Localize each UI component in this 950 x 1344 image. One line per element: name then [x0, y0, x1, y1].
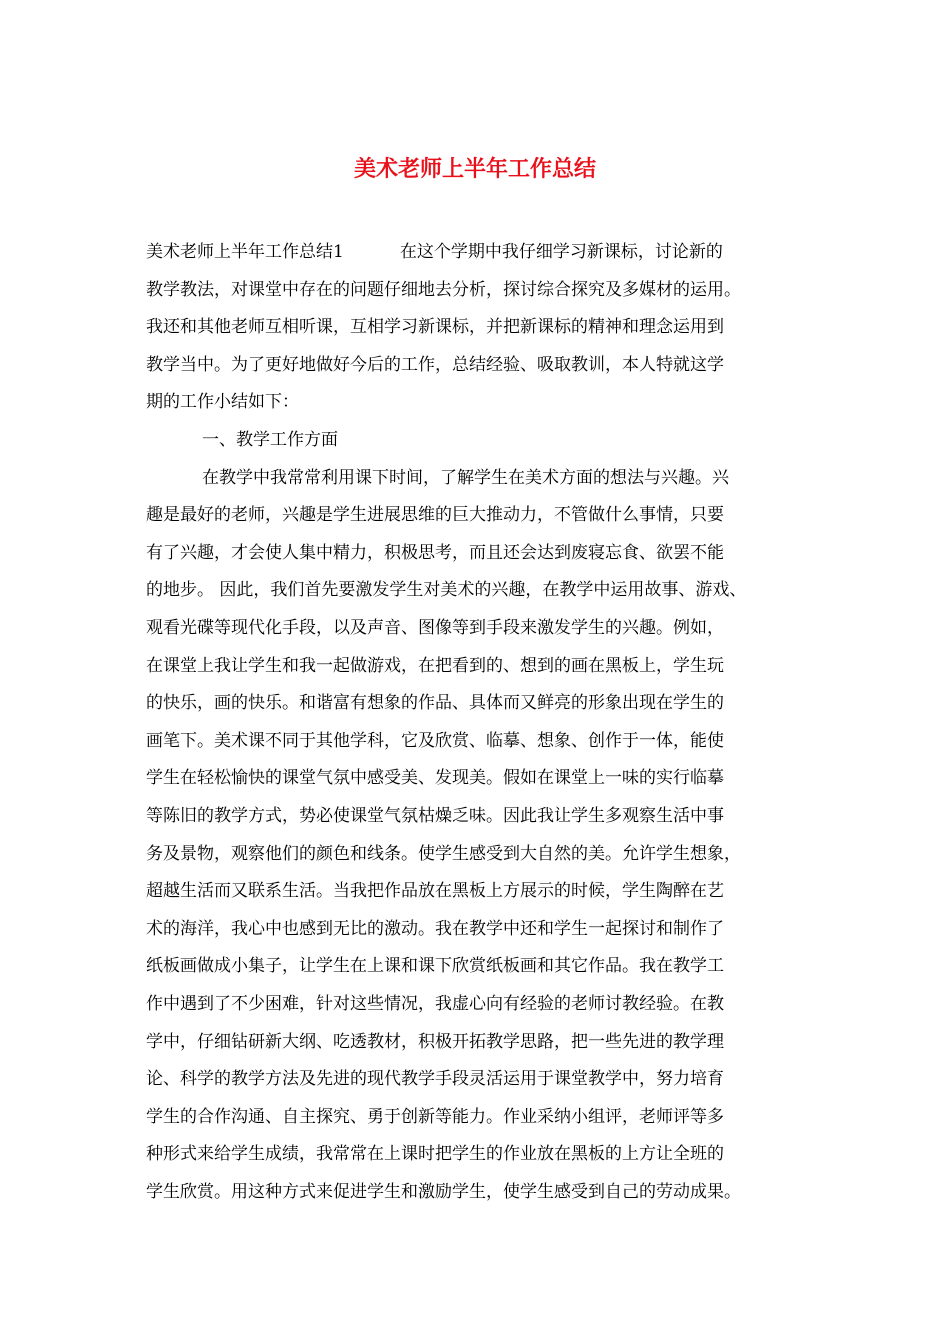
- line-text: 务及景物，观察他们的颜色和线条。使学生感受到大自然的美。允许学生想象，: [146, 843, 741, 864]
- paragraph-line: [146, 917, 724, 941]
- line-text: 学生的合作沟通、自主探究、勇于创新等能力。作业采纳小组评，老师评等多: [146, 1106, 724, 1127]
- paragraph-line: [202, 466, 729, 490]
- paragraph-line: [146, 691, 724, 715]
- line-text: 我还和其他老师互相听课，互相学习新课标，并把新课标的精神和理念运用到: [146, 317, 724, 338]
- line-text: 观看光碟等现代化手段，以及声音、图像等到手段来激发学生的兴趣。例如，: [146, 618, 724, 638]
- line-text: 趣是最好的老师，兴趣是学生进展思维的巨大推动力，不管做什么事情，只要: [146, 505, 724, 526]
- paragraph-line: [146, 616, 724, 640]
- paragraph-line: [146, 654, 724, 678]
- paragraph-line: [146, 278, 741, 302]
- line-text: 的地步。 因此，我们首先要激发学生对美术的兴趣，在教学中运用故事、游戏、: [146, 580, 747, 601]
- paragraph-line: [146, 390, 299, 414]
- paragraph-line: [146, 879, 724, 903]
- line-text: 在教学中我常常利用课下时间，了解学生在美术方面的想法与兴趣。兴: [202, 467, 729, 488]
- line-text: 画笔下。美术课不同于其他学科，它及欣赏、临摹、想象、创作于一体，能使: [146, 730, 724, 751]
- line-text: 术的海洋，我心中也感到无比的激动。我在教学中还和学生一起探讨和制作了: [146, 918, 724, 939]
- paragraph-line: [146, 1105, 724, 1129]
- paragraph-line: [146, 954, 724, 978]
- line-text: 作中遇到了不少困难，针对这些情况，我虚心向有经验的老师讨教经验。在教: [146, 994, 724, 1014]
- line-text: 期的工作小结如下：: [146, 392, 299, 413]
- paragraph-line: [146, 541, 724, 565]
- line-text: 论、科学的教学方法及先进的现代教学手段灵活运用于课堂教学中，努力培育: [146, 1069, 724, 1090]
- paragraph-line: [146, 729, 724, 753]
- line-text: 等陈旧的教学方式，势必使课堂气氛枯燥乏味。因此我让学生多观察生活中事: [146, 806, 724, 826]
- paragraph-line: [146, 1067, 724, 1091]
- line-text: 有了兴趣，才会使人集中精力，积极思考，而且还会达到废寝忘食、欲罢不能: [146, 542, 724, 563]
- paragraph-line: [202, 428, 338, 452]
- paragraph-line: [146, 804, 724, 828]
- paragraph-line: [146, 240, 723, 264]
- line-text: 美术老师上半年工作总结1: [146, 242, 344, 262]
- paragraph-line: [146, 578, 746, 602]
- line-text: 的快乐，画的快乐。和谐富有想象的作品、具体而又鲜亮的形象出现在学生的: [146, 693, 724, 714]
- line-text: 种形式来给学生成绩，我常常在上课时把学生的作业放在黑板的上方让全班的: [146, 1144, 724, 1165]
- paragraph-line: [146, 766, 724, 790]
- line-text: 一、教学工作方面: [202, 430, 338, 450]
- paragraph-line: [146, 842, 741, 866]
- line-text: 超越生活而又联系生活。当我把作品放在黑板上方展示的时候，学生陶醉在艺: [146, 881, 724, 902]
- paragraph-line: [146, 1142, 724, 1166]
- line-text-continued: 在这个学期中我仔细学习新课标，讨论新的: [399, 242, 723, 262]
- paragraph-line: [146, 315, 724, 339]
- paragraph-line: [146, 503, 724, 527]
- line-text: 学中，仔细钻研新大纲、吃透教材，积极开拓教学思路，把一些先进的教学理: [146, 1031, 724, 1052]
- line-text: 教学当中。为了更好地做好今后的工作，总结经验、吸取教训，本人特就这学: [146, 354, 724, 375]
- document-title: 美术老师上半年工作总结: [353, 156, 596, 182]
- line-text: 在课堂上我让学生和我一起做游戏，在把看到的、想到的画在黑板上，学生玩: [146, 655, 724, 676]
- paragraph-line: [146, 1180, 741, 1204]
- line-text: 学生在轻松愉快的课堂气氛中感受美、发现美。假如在课堂上一味的实行临摹: [146, 768, 724, 789]
- line-text: 纸板画做成小集子，让学生在上课和课下欣赏纸板画和其它作品。我在教学工: [146, 956, 724, 977]
- paragraph-line: [146, 992, 724, 1016]
- paragraph-line: [146, 1030, 724, 1054]
- line-text: 学生欣赏。用这种方式来促进学生和激励学生，使学生感受到自己的劳动成果。: [146, 1182, 741, 1202]
- paragraph-line: [146, 353, 724, 377]
- line-text: 教学教法，对课堂中存在的问题仔细地去分析，探讨综合探究及多媒材的运用。: [146, 279, 741, 300]
